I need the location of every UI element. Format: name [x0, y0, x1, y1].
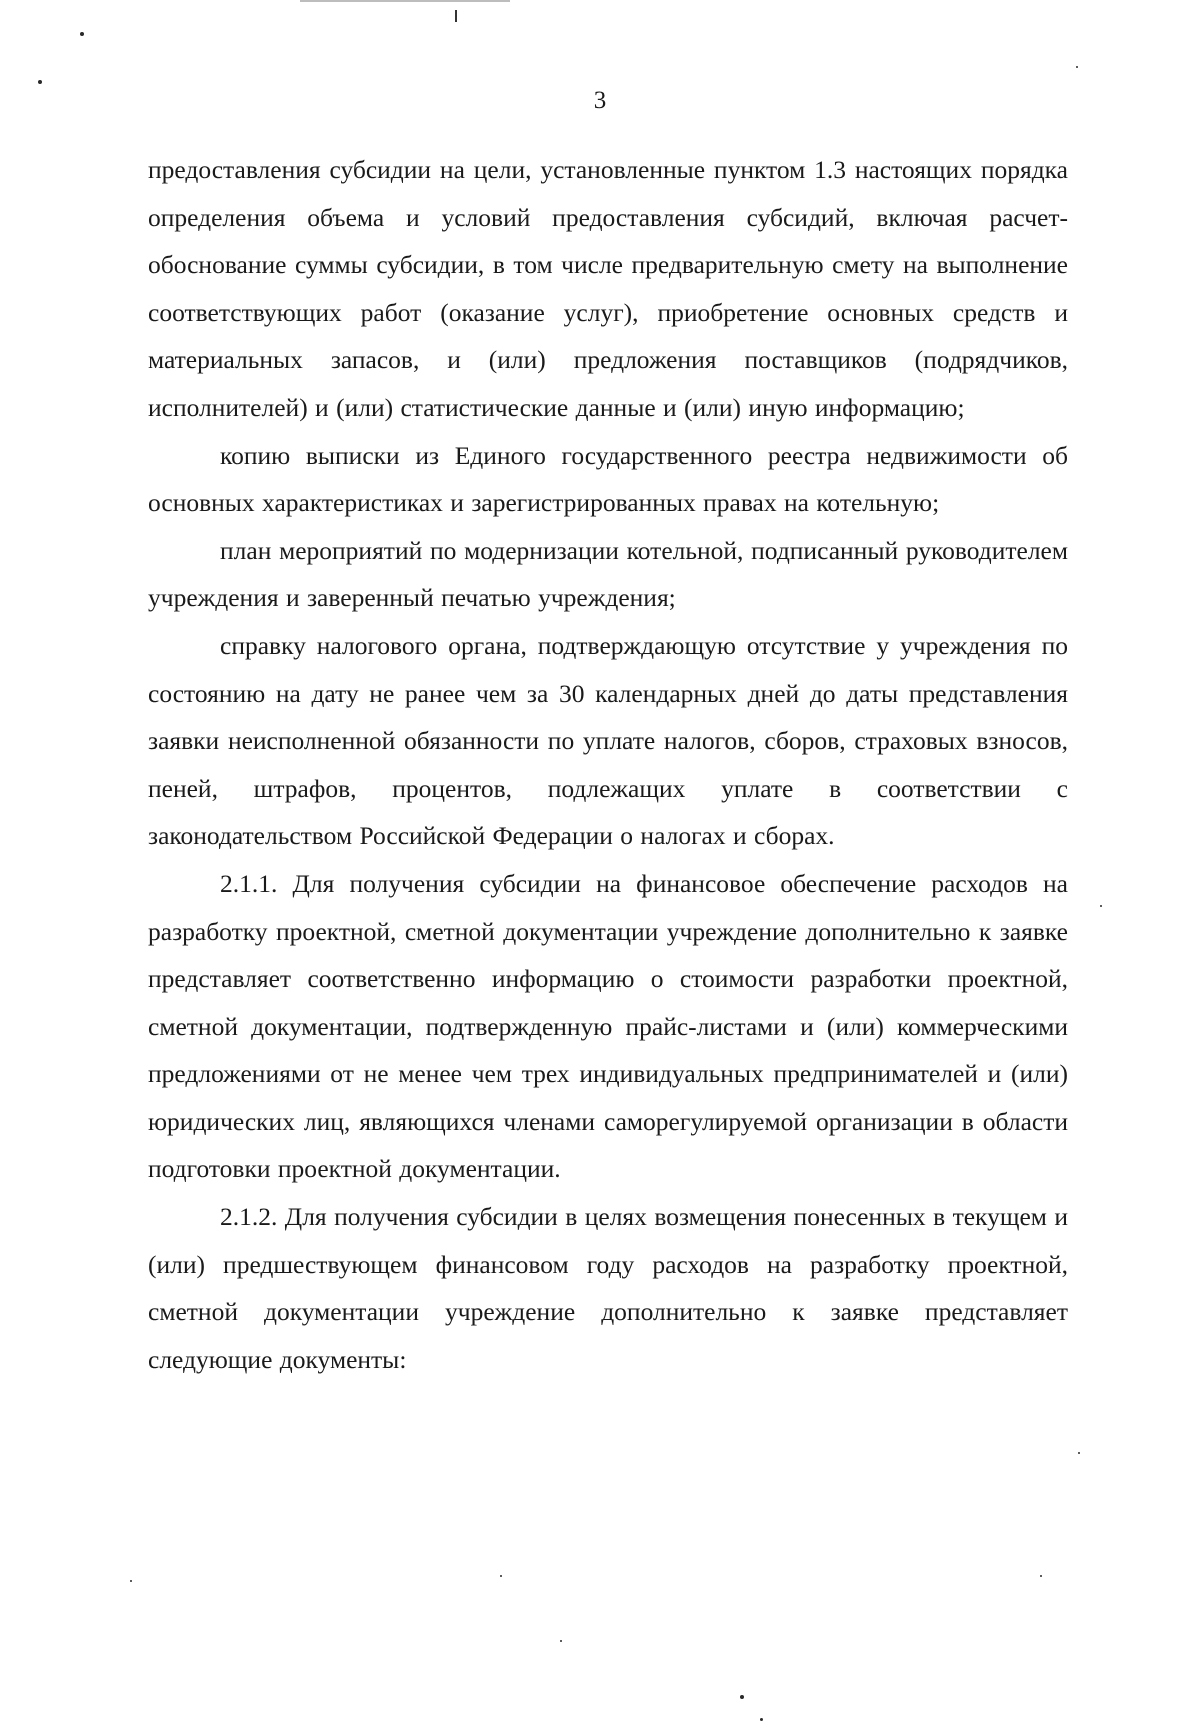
paragraph-tax-certificate: справку налогового органа, подтверждающую отсутствие у учреждения по состоянию на дату не ранее чем за 30 календарных дней до даты представления заявки неисполненной обязанности по уплате налогов, сборов, страховых взносов, пеней, штрафов, процентов, подлежащих уплате в соответствии с законодательством Российской Федерации о налогах и сборах. [148, 630, 1068, 851]
paragraph-section-2-1-2: 2.1.2. Для получения субсидии в целях возмещения понесенных в текущем и (или) предшествующем финансовом году расходов на разработку проектной, сметной документации учреждение дополнительно к заявке представляет следующие документы: [148, 1202, 1068, 1374]
scan-artifact-mark [455, 10, 457, 22]
paragraph-egrn-extract: копию выписки из Единого государственного реестра недвижимости об основных характеристиках и зарегистрированных правах на котельную; [148, 440, 1068, 518]
document-body [148, 146, 1068, 1383]
scan-speck [560, 1640, 562, 1642]
scan-speck [500, 1575, 502, 1577]
paragraph-modernization-plan: план мероприятий по модернизации котельной, подписанный руководителем учреждения и заверенный печатью учреждения; [148, 535, 1068, 613]
scan-speck [1040, 1575, 1042, 1577]
paragraph-subsidy-purposes: предоставления субсидии на цели, установленные пунктом 1.3 настоящих порядка определения объема и условий предоставления субсидий, включая расчет-обоснование суммы субсидии, в том числе предварительную смету на выполнение соответствующих работ (оказание услуг), приобретение основных средств и материальных запасов, и (или) предложения поставщиков (подрядчиков, исполнителей) и (или) статистические данные и (или) иную информацию; [148, 155, 1068, 422]
scan-speck [1100, 905, 1102, 907]
scan-speck [80, 32, 84, 36]
scan-speck [130, 1580, 132, 1582]
scan-speck [740, 1695, 744, 1699]
scan-speck [38, 80, 42, 84]
page-number: 3 [593, 87, 607, 114]
scan-edge-line [300, 0, 510, 2]
scan-speck [1078, 1452, 1080, 1454]
scan-speck [1076, 66, 1078, 68]
paragraph-section-2-1-1: 2.1.1. Для получения субсидии на финансовое обеспечение расходов на разработку проектной, сметной документации учреждение дополнительно к заявке представляет соответственно информацию о стоимости разработки проектной, сметной документации, подтвержденную прайс-листами и (или) коммерческими предложениями от не менее чем трех индивидуальных предпринимателей и (или) юридических лиц, являющихся членами саморегулируемой организации в области подготовки проектной документации. [148, 868, 1068, 1184]
